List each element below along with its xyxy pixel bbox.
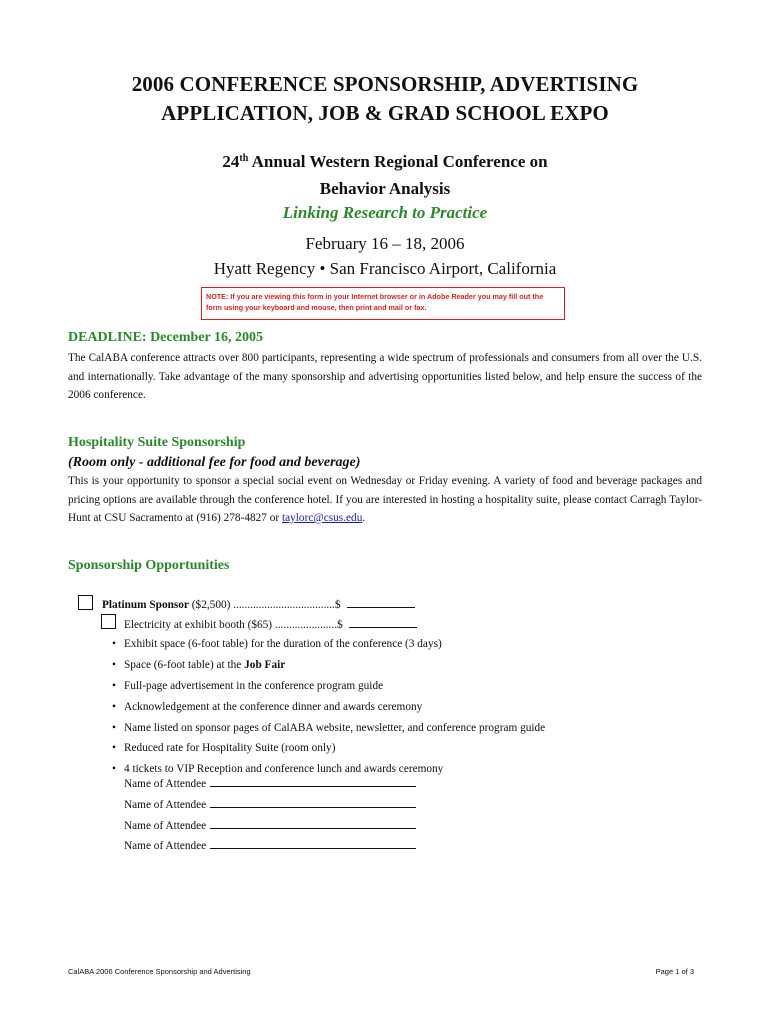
- electricity-amount-field[interactable]: [349, 616, 417, 628]
- page-title: [0, 70, 770, 128]
- attendee-name-field-2[interactable]: [210, 795, 416, 808]
- list-item-text: Acknowledgement at the conference dinner and awards ceremony: [124, 700, 423, 713]
- electricity-checkbox[interactable]: [101, 614, 116, 629]
- contact-email-link[interactable]: taylorc@csus.edu: [281, 512, 363, 524]
- edition-suffix: th: [239, 153, 249, 164]
- list-item: [112, 738, 545, 759]
- hospitality-paragraph: [68, 472, 702, 528]
- conference-line-2: Behavior Analysis: [319, 179, 451, 198]
- bullet: •: [112, 763, 116, 776]
- title-line-1: 2006 CONFERENCE SPONSORSHIP, ADVERTISING: [131, 72, 639, 96]
- bullet: •: [112, 742, 116, 755]
- list-item: [112, 676, 545, 697]
- hospitality-text: This is your opportunity to sponsor a special social event on Wednesday or Friday evening. A variety of food and beverage packages and pricing options are available through the conference hotel. If you are interested in hosting a hospitality suite, please contact Carragh Taylor-Hunt at CSU Sacramento at (916) 278-4827 or: [68, 475, 702, 524]
- attendee-label: Name of Attendee: [124, 819, 207, 832]
- hospitality-trailing: .: [362, 512, 366, 524]
- platinum-sponsor-checkbox[interactable]: [78, 595, 93, 610]
- attendee-name-field-4[interactable]: [210, 836, 416, 849]
- hospitality-subheading: (Room only - additional fee for food and beverage): [68, 455, 361, 470]
- platinum-label: Platinum Sponsor: [102, 599, 189, 611]
- attendee-fields: [124, 774, 416, 857]
- list-item-text: Name listed on sponsor pages of CalABA website, newsletter, and conference program guide: [124, 721, 546, 734]
- list-item-text: Full-page advertisement in the conference program guide: [124, 679, 384, 692]
- electricity-line: [124, 616, 417, 631]
- form-note: NOTE: If you are viewing this form in your Internet browser or in Adobe Reader you may fill out the form using your keyboard and mouse, then print and mail or fax.: [201, 287, 565, 320]
- title-line-2: APPLICATION, JOB & GRAD SCHOOL EXPO: [161, 101, 609, 125]
- attendee-row: [124, 774, 416, 795]
- bullet: •: [112, 679, 116, 692]
- conference-dates: February 16 – 18, 2006: [305, 234, 465, 253]
- platinum-price: ($2,500) ....................................$: [191, 599, 341, 611]
- attendee-label: Name of Attendee: [124, 798, 207, 811]
- list-item-text: Space (6-foot table) at the: [124, 658, 242, 671]
- bullet: •: [112, 721, 116, 734]
- attendee-label: Name of Attendee: [124, 778, 207, 790]
- bullet: •: [112, 638, 116, 650]
- list-item-text: Reduced rate for Hospitality Suite (room only): [124, 742, 336, 755]
- list-item-text: Exhibit space (6-foot table) for the duration of the conference (3 days): [124, 638, 442, 650]
- list-item: [112, 655, 545, 676]
- list-item: [112, 718, 545, 739]
- conference-venue: Hyatt Regency • San Francisco Airport, California: [213, 259, 557, 278]
- attendee-name-field-1[interactable]: [210, 774, 416, 787]
- electricity-label: Electricity at exhibit booth ($65) ......................$: [124, 619, 343, 631]
- job-fair-label: Job Fair: [244, 658, 286, 671]
- list-item: [112, 634, 545, 655]
- tagline: Linking Research to Practice: [282, 203, 488, 222]
- attendee-label: Name of Attendee: [124, 840, 207, 853]
- page-number: Page 1 of 3: [655, 967, 694, 976]
- conference-name: [0, 148, 770, 202]
- bullet: •: [112, 658, 116, 671]
- bullet: •: [112, 700, 116, 713]
- platinum-amount-field[interactable]: [347, 596, 415, 608]
- conference-line-1: [0, 148, 770, 175]
- attendee-row: [124, 795, 416, 816]
- list-item: [112, 697, 545, 718]
- hospitality-heading: Hospitality Suite Sponsorship: [68, 435, 246, 450]
- attendee-row: [124, 836, 416, 857]
- edition-number: 24: [222, 152, 240, 171]
- sponsorship-heading: Sponsorship Opportunities: [68, 558, 230, 573]
- footer-title: CalABA 2006 Conference Sponsorship and Advertising: [68, 967, 251, 976]
- platinum-sponsor-line: [102, 596, 415, 611]
- conference-line-1-text: Annual Western Regional Conference on: [251, 152, 548, 171]
- deadline-heading: DEADLINE: December 16, 2005: [68, 330, 263, 345]
- list-item-text: 4 tickets to VIP Reception and conference lunch and awards ceremony: [124, 763, 444, 776]
- attendee-row: [124, 816, 416, 837]
- platinum-benefits-list: [112, 634, 545, 780]
- intro-paragraph: The CalABA conference attracts over 800 participants, representing a wide spectrum of professionals and consumers from all over the U.S. and internationally. Take advantage of the many sponsorship and advertising opportunities listed below, and help ensure the success of the 2006 conference.: [68, 352, 702, 401]
- attendee-name-field-3[interactable]: [210, 816, 416, 829]
